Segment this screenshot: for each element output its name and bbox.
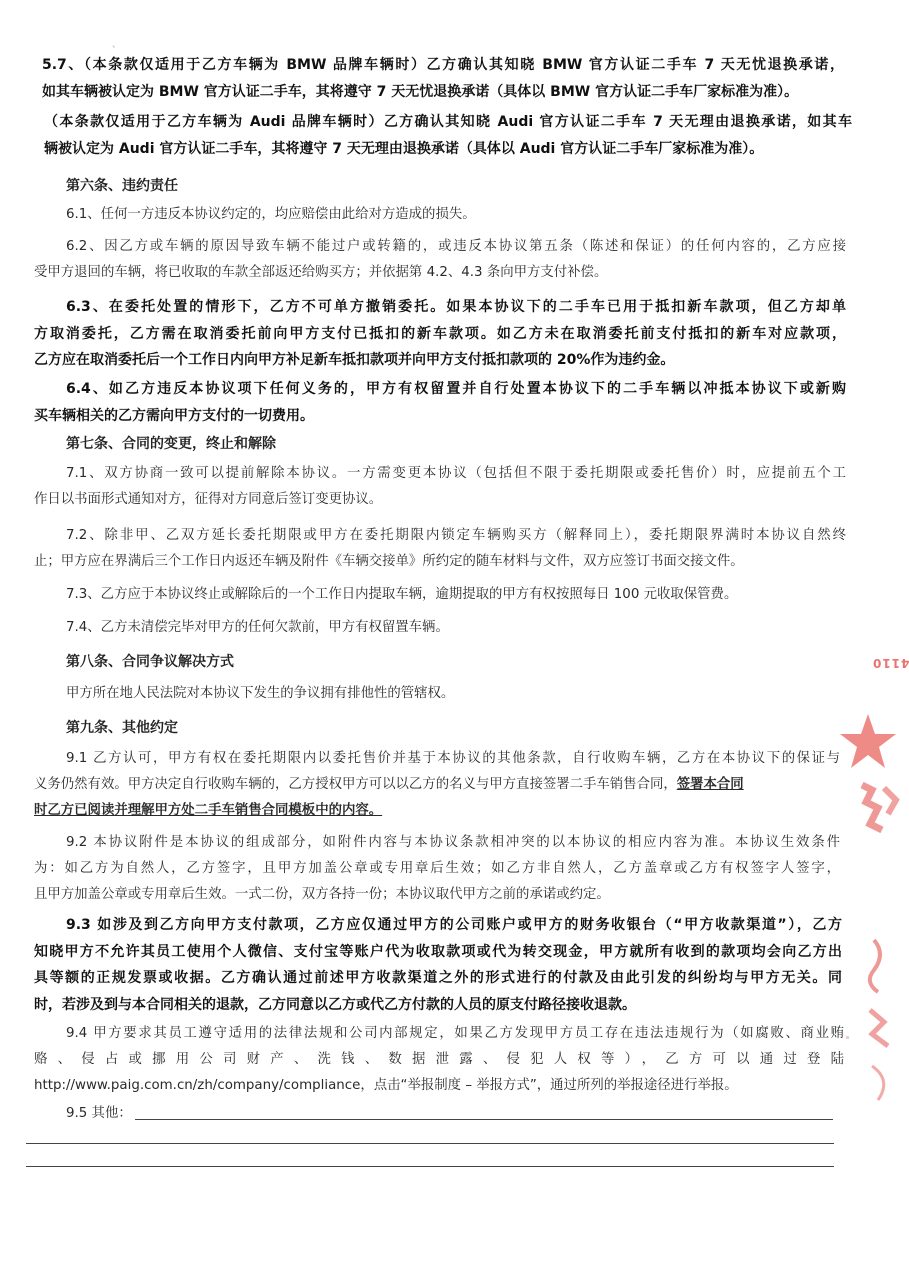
clause-6-1: [66, 202, 878, 228]
text-line: http://www.paig.com.cn/zh/company/compliance，点击“举报制度 – 举报方式”，通过所列的举报途径进行举报。: [34, 1078, 738, 1093]
fill-in-line: [26, 1166, 834, 1167]
clause-7-1: [34, 461, 846, 513]
text-line: 7.2、除非甲、乙双方延长委托期限或甲方在委托期限内锁定车辆购买方（解释同上），委托期限界满时本协议自然终: [66, 528, 846, 543]
text-line: 7.1、双方协商一致可以提前解除本协议。一方需变更本协议（包括但不限于委托期限或委托售价）时，应提前五个工: [66, 466, 846, 481]
text-line: 7.3、乙方应于本协议终止或解除后的一个工作日内提取车辆，逾期提取的甲方有权按照每日 100 元收取保管费。: [66, 587, 738, 602]
section-heading-7: 第七条、合同的变更，终止和解除: [66, 436, 276, 452]
text-line: 9.2 本协议附件是本协议的组成部分，如附件内容与本协议条款相冲突的以本协议的相应内容为准。本协议生效条件: [66, 835, 840, 850]
clause-5-7: [42, 52, 844, 105]
clause-9-5: [66, 1101, 878, 1127]
fill-in-line: [135, 1119, 833, 1120]
seal-star-icon: [838, 712, 898, 772]
text-line: 受甲方退回的车辆，将已收取的车款全部返还给购买方；并依据第 4.2、4.3 条向甲方支付补偿。: [34, 265, 608, 280]
text-line: 具等额的正规发票或收据。乙方确认通过前述甲方收款渠道之外的形式进行的付款及由此引发的纠纷均与甲方无关。同: [34, 970, 842, 986]
text-line: 5.7、（本条款仅适用于乙方车辆为 BMW 品牌车辆时）乙方确认其知晓 BMW 官方认证二手车 7 天无忧退换承诺，: [42, 57, 844, 73]
text-line: 为：如乙方为自然人，乙方签字，且甲方加盖公章或专用章后生效；如乙方非自然人，乙方盖章或乙方有权签字人签字，: [34, 861, 840, 876]
clause-6-4: [34, 376, 846, 429]
clause-9-4: [34, 1021, 844, 1099]
text-line: 如其车辆被认定为 BMW 官方认证二手车，其将遵守 7 天无忧退换承诺（具体以 BMW 官方认证二手车厂家标准为准）。: [42, 83, 799, 100]
label: 9.5 其他：: [66, 1106, 132, 1121]
clause-9-1: [34, 746, 840, 824]
clause-8: [66, 681, 878, 707]
text-line: 9.1 乙方认可，甲方有权在委托期限内以委托售价并基于本协议的其他条款，自行收购车辆，乙方在本协议下的保证与: [66, 751, 840, 766]
seal-arc-fragment: [852, 780, 904, 840]
underlined-statement: 签署本合同: [676, 777, 744, 792]
clause-6-2: [34, 234, 846, 286]
text-line: 时，若涉及到与本合同相关的退款，乙方同意以乙方或代乙方付款的人员的原支付路径接收退款。: [34, 996, 636, 1013]
section-heading-8: 第八条、合同争议解决方式: [66, 654, 234, 670]
seal-arc-fragment: [852, 930, 904, 1110]
text-line: 乙方应在取消委托后一个工作日内向甲方补足新车抵扣款项并向甲方支付抵扣款项的 20%作为违约金。: [34, 352, 675, 368]
underlined-statement-line: 时乙方已阅读并理解甲方处二手车销售合同模板中的内容。: [34, 803, 383, 818]
clause-6-3: [34, 294, 846, 374]
text-line: 作日以书面形式通知对方，征得对方同意后签订变更协议。: [34, 492, 383, 507]
section-heading-9: 第九条、其他约定: [66, 720, 178, 736]
text-line: 方取消委托，乙方需在取消委托前向甲方支付已抵扣的新车款项。如乙方未在取消委托前支付抵扣的新车对应款项，: [34, 325, 846, 342]
text-line: 辆被认定为 Audi 官方认证二手车，其将遵守 7 天无理由退换承诺（具体以 Audi 官方认证二手车厂家标准为准）。: [44, 140, 764, 157]
mark: [846, 1036, 849, 1039]
section-heading-6: 第六条、违约责任: [66, 178, 178, 194]
text-fragment: 义务仍然有效。甲方决定自行收购车辆的，乙方授权甲方可以以乙方的名义与甲方直接签署二手车销售合同，: [34, 777, 677, 792]
text-line: （本条款仅适用于乙方车辆为 Audi 品牌车辆时）乙方确认其知晓 Audi 官方认证二手车 7 天无理由退换承诺，如其车: [44, 114, 852, 130]
text-line: 6.3、在委托处置的情形下，乙方不可单方撤销委托。如果本协议下的二手车已用于抵扣新车款项，但乙方却单: [66, 299, 846, 315]
text-line: 止；甲方应在界满后三个工作日内返还车辆及附件《车辆交接单》所约定的随车材料与文件，双方应签订书面交接文件。: [34, 554, 744, 569]
text-line: 6.4、如乙方违反本协议项下任何义务的，甲方有权留置并自行处置本协议下的二手车辆以冲抵本协议下或新购: [66, 381, 846, 397]
text-line: 7.4、乙方未清偿完毕对甲方的任何欠款前，甲方有权留置车辆。: [66, 620, 449, 635]
text-line: 且甲方加盖公章或专用章后生效。一式二份，双方各持一份；本协议取代甲方之前的承诺或约定。: [34, 887, 610, 902]
clause-9-2: [34, 830, 840, 908]
clause-7-2: [34, 523, 846, 575]
clause-7-3: [66, 582, 878, 608]
text-line: 知晓甲方不允许其员工使用个人微信、支付宝等账户代为收取款项或代为转交现金，甲方就所有收到的款项均会向乙方出: [34, 943, 842, 960]
text-line: 买车辆相关的乙方需向甲方支付的一切费用。: [34, 407, 314, 424]
clause-audi: [44, 109, 852, 162]
clause-7-4: [66, 615, 878, 641]
mark: `: [112, 46, 117, 56]
fill-in-line: [26, 1143, 834, 1144]
clause-9-3: [34, 912, 842, 1018]
text-line: 6.2、因乙方或车辆的原因导致车辆不能过户或转籍的，或违反本协议第五条（陈述和保证）的任何内容的，乙方应接: [66, 239, 846, 254]
seal-fragment-text: 4110: [872, 656, 909, 670]
text-line: [34, 772, 840, 798]
text-line: 赂、侵占或挪用公司财产、洗钱、数据泄露、侵犯人权等），乙方可以通过登陆: [34, 1052, 844, 1067]
text-line: 甲方所在地人民法院对本协议下发生的争议拥有排他性的管辖权。: [66, 686, 455, 701]
text-line: 9.4 甲方要求其员工遵守适用的法律法规和公司内部规定，如果乙方发现甲方员工存在违法违规行为（如腐败、商业贿: [66, 1026, 844, 1041]
text-line: 6.1、任何一方违反本协议约定的，均应赔偿由此给对方造成的损失。: [66, 207, 476, 222]
text-line: 9.3 如涉及到乙方向甲方支付款项，乙方应仅通过甲方的公司账户或甲方的财务收银台（“甲方收款渠道”），乙方: [66, 917, 842, 933]
